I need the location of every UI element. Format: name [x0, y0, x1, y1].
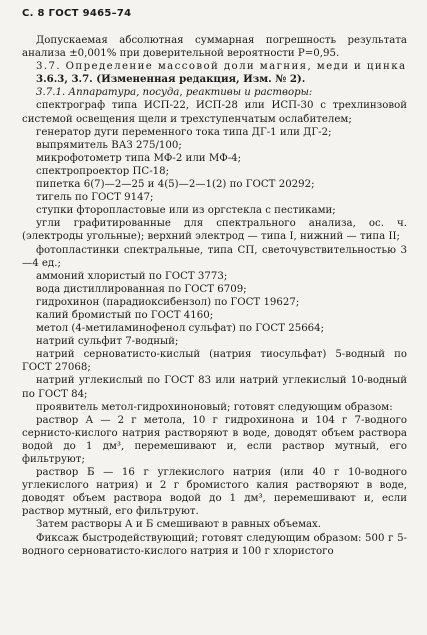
- paragraph: пипетка 6(7)—2—25 и 4(5)—2—1(2) по ГОСТ 20292;: [36, 179, 315, 191]
- running-header: С. 8 ГОСТ 9465–74: [22, 8, 132, 19]
- paragraph: фотопластинки спектральные, типа СП, светочувствительностью 3—4 ед.;: [22, 244, 407, 269]
- paragraph: угли графитированные для спектрального анализа, ос. ч. (электроды угольные); верхний электрод — типа I, нижний — типа II;: [22, 218, 407, 243]
- paragraph: 3.7.1. Аппаратура, посуда, реактивы и растворы:: [36, 87, 313, 99]
- paragraph: Фиксаж быстродействующий; готовят следующим образом: 500 г 5-водного серноватисто-кислого натрия и 100 г хлористого: [22, 532, 407, 557]
- paragraph: Затем растворы А и Б смешивают в равных объемах.: [36, 519, 322, 531]
- paragraph: аммоний хлористый по ГОСТ 3773;: [36, 270, 228, 282]
- paragraph: Допускаемая абсолютная суммарная погрешность результата анализа ±0,001% при доверительной вероятности P=0,95.: [22, 35, 407, 60]
- paragraph: натрий сульфит 7-водный;: [36, 336, 179, 348]
- paragraph: проявитель метол-гидрохиноновый; готовят следующим образом:: [36, 401, 393, 413]
- paragraph: выпрямитель ВАЗ 275/100;: [36, 139, 182, 151]
- paragraph: 3.6.3, 3.7. (Измененная редакция, Изм. № 2).: [36, 73, 306, 86]
- paragraph: микрофотометр типа МФ-2 или МФ-4;: [36, 152, 242, 164]
- paragraph: калий бромистый по ГОСТ 4160;: [36, 309, 214, 321]
- paragraph: генератор дуги переменного тока типа ДГ-1 или ДГ-2;: [36, 126, 332, 138]
- paragraph: вода дистиллированная по ГОСТ 6709;: [36, 283, 247, 295]
- paragraph: ступки фторопластовые или из оргстекла с пестиками;: [36, 205, 336, 217]
- paragraph: тигель по ГОСТ 9147;: [36, 192, 154, 204]
- paragraph: спектропроектор ПС-18;: [36, 165, 170, 177]
- paragraph: натрий углекислый по ГОСТ 83 или натрий углекислый 10-водный по ГОСТ 84;: [22, 375, 407, 400]
- paragraph: спектрограф типа ИСП-22, ИСП-28 или ИСП-30 с трехлинзовой системой освещения щели и трехступенчатым ослабителем;: [22, 100, 407, 125]
- paragraph: раствор Б — 16 г углекислого натрия (или 40 г 10-водного углекислого натрия) и 2 г бромистого калия растворяют в воде, доводят объем раствора водой до 1 дм³, перемешивают и, если раствор мутный, его фильтруют.: [22, 467, 407, 518]
- paragraph: гидрохинон (парадиоксибензол) по ГОСТ 19627;: [36, 296, 300, 308]
- paragraph: метол (4-метиламинофенол сульфат) по ГОСТ 25664;: [36, 323, 325, 335]
- paragraph: натрий серноватисто-кислый (натрия тиосульфат) 5-водный по ГОСТ 27068;: [22, 349, 407, 374]
- paragraph: раствор А — 2 г метола, 10 г гидрохинона и 104 г 7-водного сернисто-кислого натрия растворяют в воде, доводят объем раствора водой до 1 дм³, перемешивают и, если раствор мутный, его фильтруют;: [22, 414, 407, 465]
- paragraph: 3.7. Определение массовой доли магния, меди и цинка: [36, 61, 407, 73]
- document-body: [22, 34, 407, 558]
